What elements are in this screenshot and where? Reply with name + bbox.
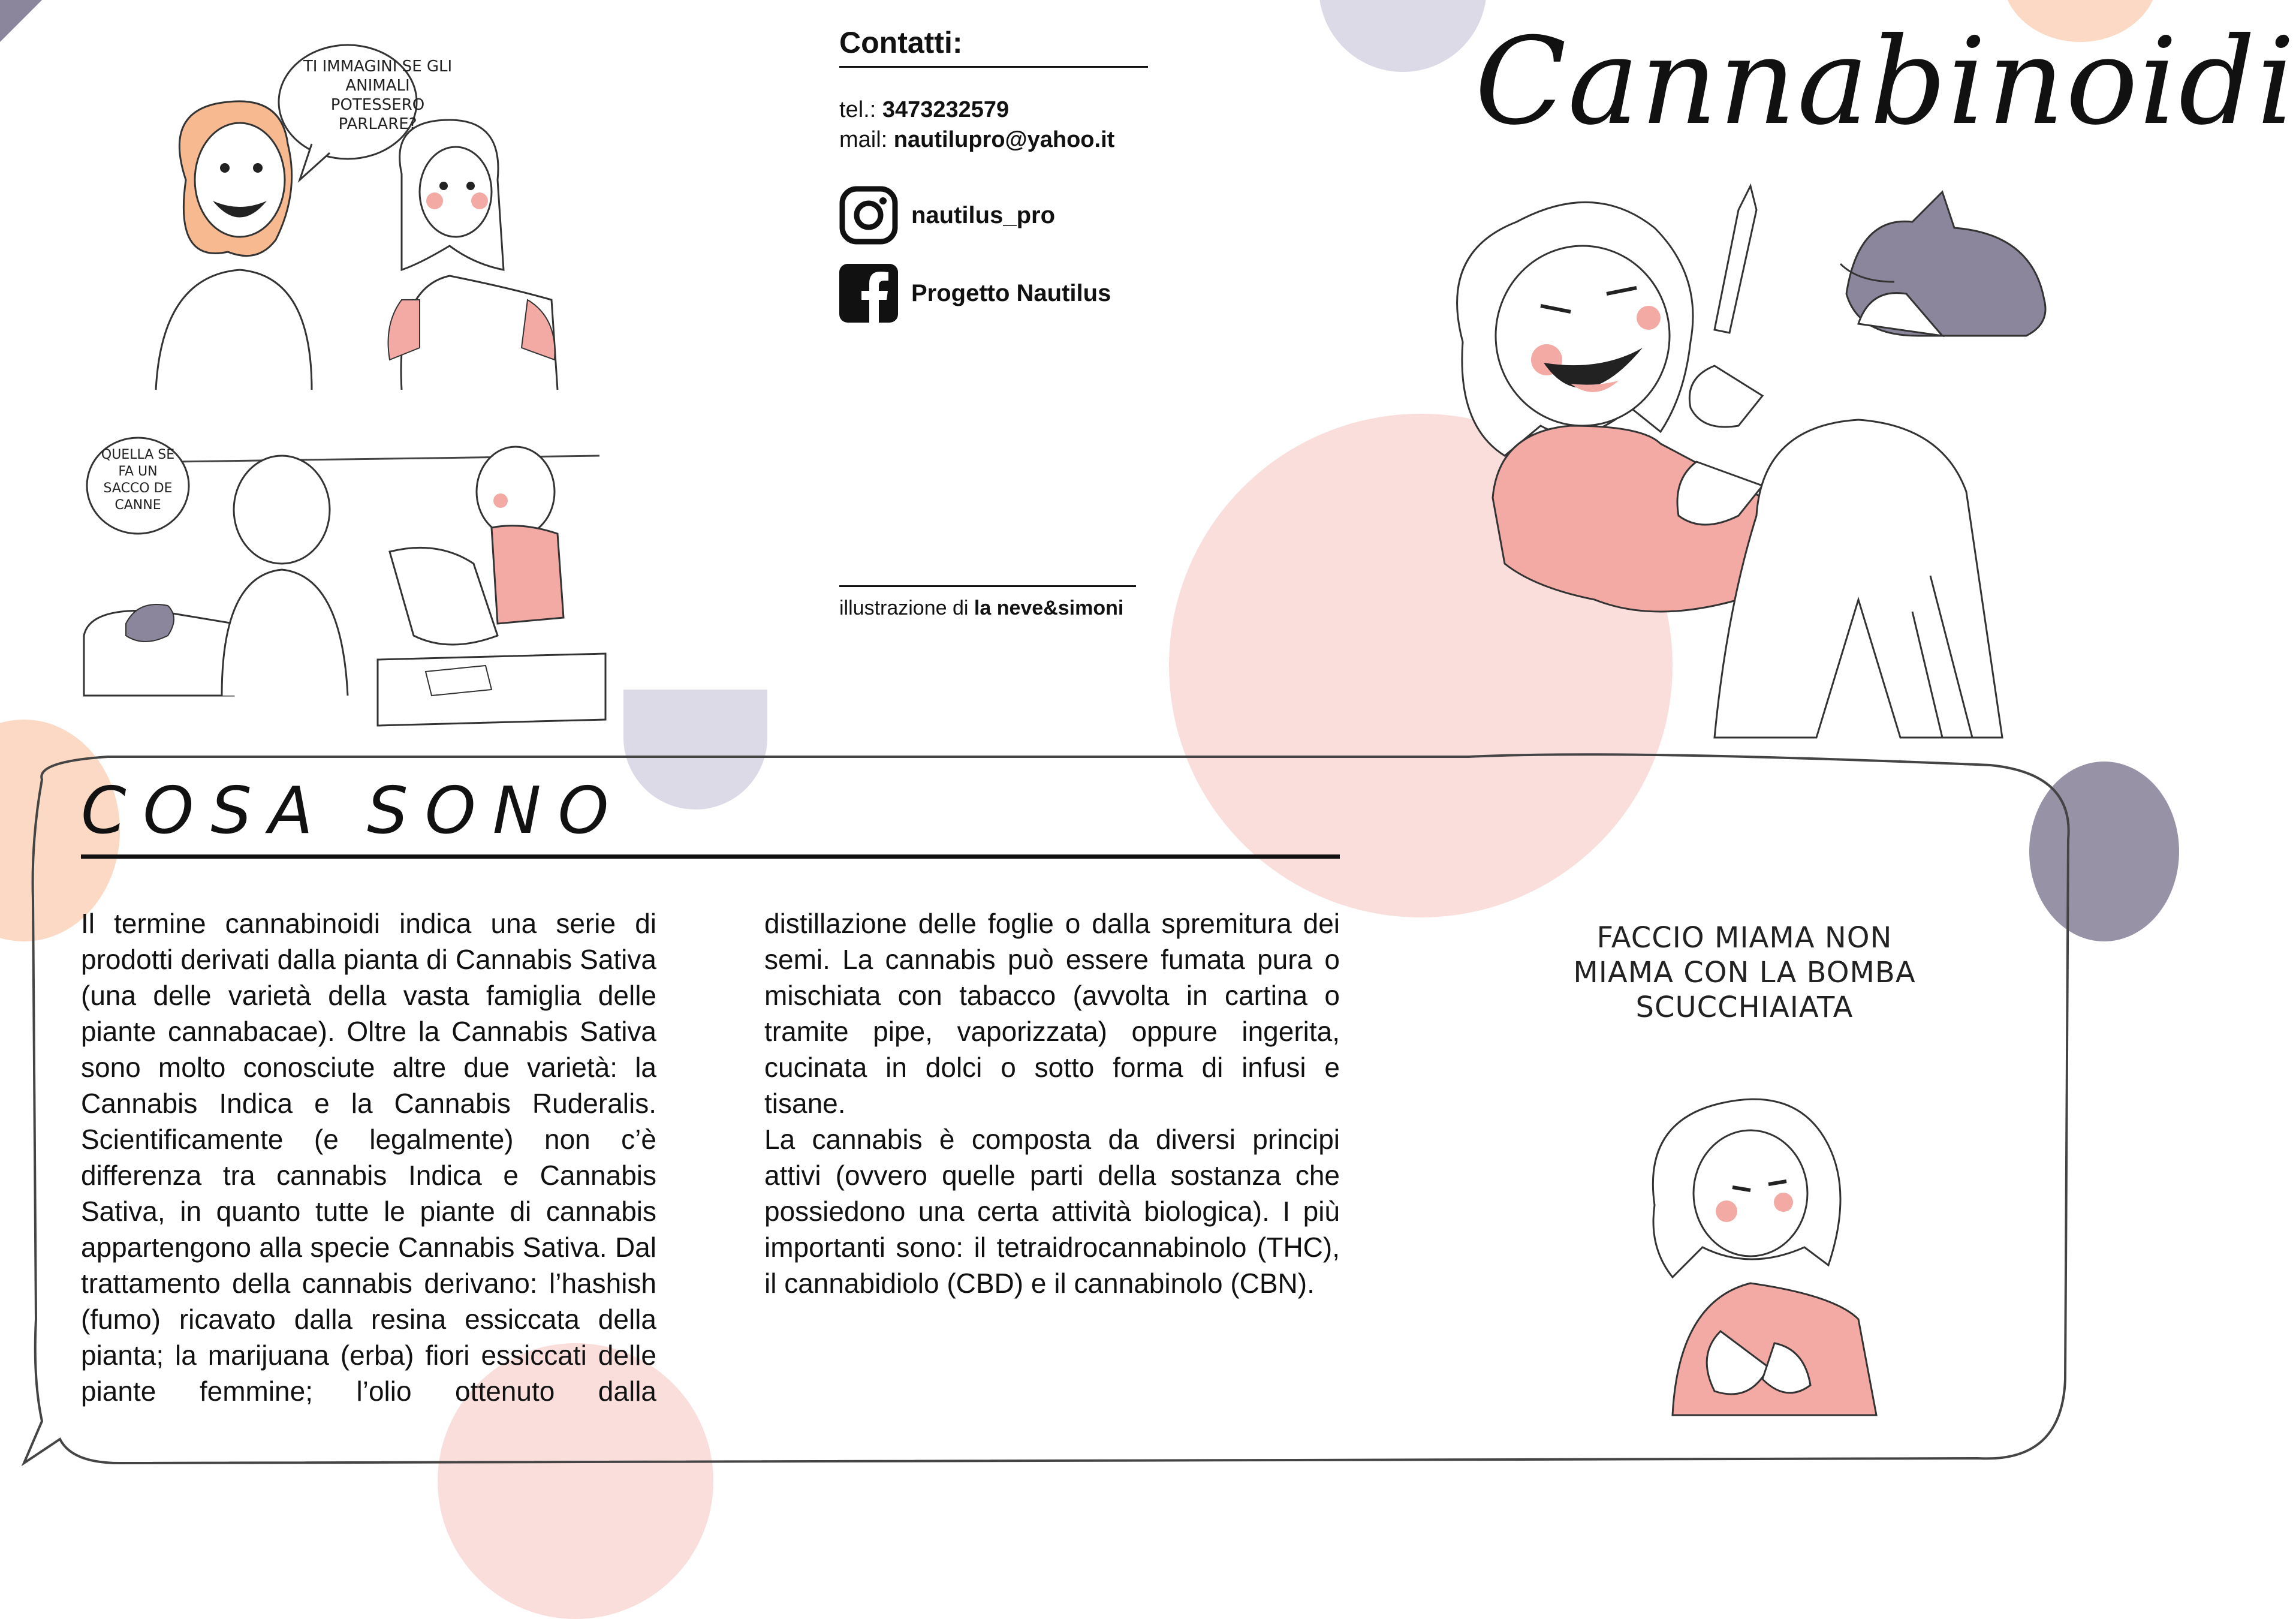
- contact-mail-label: mail:: [839, 127, 888, 152]
- instagram-icon: [839, 186, 898, 245]
- instagram-link[interactable]: [839, 186, 1055, 245]
- illustration-credit: [839, 597, 1123, 620]
- section-title: COSA SONO: [81, 774, 626, 848]
- section-paragraph-1: Il termine cannabinoidi indica una serie di prodotti derivati dalla pianta di Cannabis Sativa (una delle varietà della vasta famiglia delle piante cannabacae). Oltre la Cannabis Sativa sono molto conosciute altre due varietà: la Cannabis Indica e la Cannabis Ruderalis. Scientificamente (e legalmente) non c’è differenza tra cannabis Indica e Cannabis Sativa, in quanto tutte le piante di cannabis appartengono alla specie Cannabis Sativa. Dal trattamento della cannabis derivano: l’hashish (fumo) ricavato dalla resina essiccata della pianta; la marijuana (erba) fiori essiccati delle piante femmine; l’olio ottenuto dalla distillazione delle foglie o dalla spremitura dei semi. La cannabis può essere fumata pura o mischiata con tabacco (avvolta in cartina o tramite pipe, vaporizzata) oppure ingerita, cucinata in dolci o sotto forma di infusi e tisane.: [81, 908, 1340, 1407]
- section-body: [81, 905, 1340, 1421]
- contacts-title: Contatti:: [839, 26, 963, 59]
- illustration-prefix: illustrazione di: [839, 597, 969, 619]
- facebook-icon: [839, 264, 898, 323]
- facebook-page: Progetto Nautilus: [911, 279, 1111, 306]
- contact-mail: [839, 127, 1114, 153]
- instagram-handle: nautilus_pro: [911, 201, 1056, 228]
- section-divider: [81, 854, 1340, 859]
- brand-title: Cannabinoidi: [1475, 12, 2296, 152]
- comic-bubble-2: QUELLA SE FA UN SACCO DE CANNE: [101, 447, 175, 513]
- comic-bubble-1: TI IMMAGINI SE GLI ANIMALI POTESSERO PARLARE?: [303, 58, 453, 133]
- contact-tel: [839, 97, 1009, 123]
- contact-tel-value[interactable]: 3473232579: [882, 97, 1010, 122]
- illustration-author: la neve&simoni: [974, 597, 1124, 619]
- contact-tel-label: tel.:: [839, 97, 876, 122]
- comic-caption: FACCIO MIAMA NON MIAMA CON LA BOMBA SCUCCHIAIATA: [1573, 921, 1916, 1024]
- main-illustration: [1403, 144, 2068, 744]
- contacts-divider: [839, 66, 1148, 68]
- caption-illustration: [1631, 1067, 1918, 1415]
- facebook-link[interactable]: [839, 264, 1111, 323]
- section-paragraph-2: La cannabis è composta da diversi principi attivi (ovvero quelle parti della sostanza che possiedono una certa attività biologica). I più importanti sono: il tetraidrocannabinolo (THC), il cannabidiolo (CBD) e il cannabinolo (CBN).: [764, 1124, 1340, 1299]
- illustration-divider: [839, 585, 1136, 587]
- contact-mail-value[interactable]: nautilupro@yahoo.it: [893, 127, 1115, 152]
